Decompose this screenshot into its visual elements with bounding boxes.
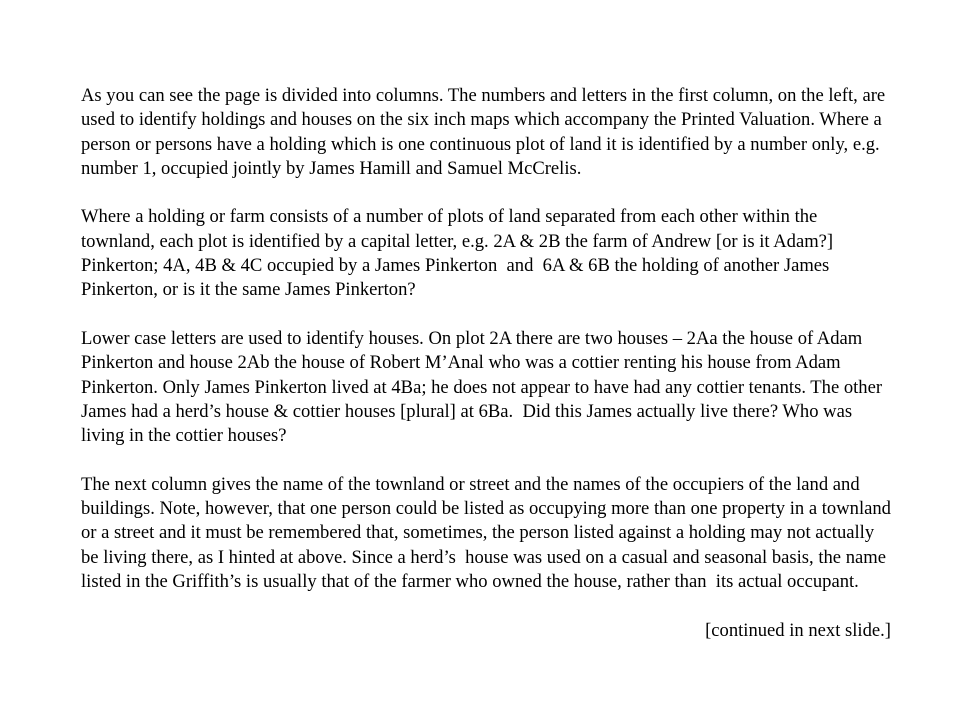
paragraph-columns-intro: As you can see the page is divided into columns. The numbers and letters in the first column, on the left, are used to identify holdings and houses on the six inch maps which accompany the Printed Valuation. Where a person or persons have a holding which is one continuous plot of land it is identified by a number only, e.g. number 1, occupied jointly by James Hamill and Samuel McCrelis.: [81, 85, 890, 179]
paragraph-next-column: The next column gives the name of the townland or street and the names of the occupiers of the land and buildings. Note, however, that one person could be listed as occupying more than one property in a townland or a street and it must be remembered that, sometimes, the person listed against a holding may not actually be living there, as I hinted at above. Since a herd’s house was used on a casual and seasonal basis, the name listed in the Griffith’s is usually that of the farmer who owned the house, rather than its actual occupant.: [81, 473, 896, 592]
body-text: [81, 84, 896, 643]
paragraph-lower-case-letters: Lower case letters are used to identify houses. On plot 2A there are two houses – 2Aa the house of Adam Pinkerton and house 2Ab the house of Robert M’Anal who was a cottier renting his house from Adam Pinkerton. Only James Pinkerton lived at 4Ba; he does not appear to have had any cottier tenants. The other James had a herd’s house & cottier houses [plural] at 6Ba. Did this James actually live there? Who was living in the cottier houses?: [81, 327, 887, 447]
paragraph-capital-letters: Where a holding or farm consists of a number of plots of land separated from each other within the townland, each plot is identified by a capital letter, e.g. 2A & 2B the farm of Andrew [or is it Adam?] Pinkerton; 4A, 4B & 4C occupied by a James Pinkerton and 6A & 6B the holding of another James Pinkerton, or is it the same James Pinkerton?: [81, 206, 838, 301]
continued-note: [continued in next slide.]: [705, 619, 891, 641]
